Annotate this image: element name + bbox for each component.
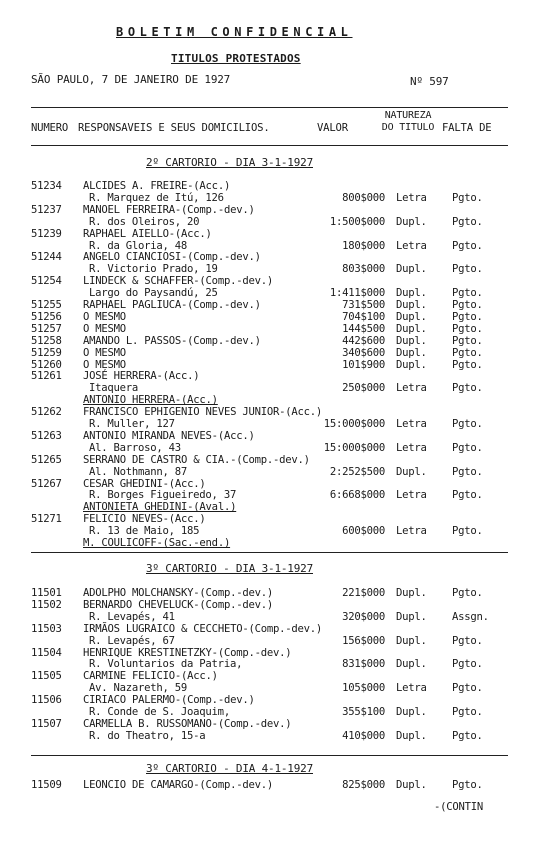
record-number: 51244: [31, 251, 62, 264]
title-value: 6:668$000: [329, 489, 385, 502]
table-row: [0, 501, 541, 513]
responsible-name: MANOEL FERREIRA-(Comp.-dev.): [83, 203, 255, 216]
responsible-name: LEONCIO DE CAMARGO-(Comp.-dev.): [83, 779, 273, 791]
protest-reason: Pgto.: [452, 322, 483, 335]
title-nature: Dupl.: [396, 334, 427, 347]
protest-reason: Pgto.: [452, 489, 483, 502]
responsible-name: ADOLPHO MOLCHANSKY-(Comp.-dev.): [83, 587, 273, 599]
responsible-name: Al. Nothmann, 87: [89, 465, 188, 478]
table-row: [0, 240, 541, 252]
responsible-name: ANTONIO HERRERA-(Acc.): [83, 394, 218, 407]
protest-reason: Pgto.: [452, 418, 483, 430]
section-divider: [31, 552, 508, 553]
title-nature: Letra: [396, 191, 427, 204]
table-row: [0, 442, 541, 454]
table-row: [0, 418, 541, 430]
title-nature: Dupl.: [396, 610, 427, 623]
record-number: 51263: [31, 429, 62, 442]
record-number: 51237: [31, 203, 62, 216]
table-row: [0, 718, 541, 730]
responsible-name: LINDECK & SCHAFFER-(Comp.-dev.): [83, 275, 273, 288]
responsible-name: R. Borges Figueiredo, 37: [89, 489, 237, 502]
title-value: 221$000: [342, 587, 385, 599]
protest-reason: Assgn.: [452, 610, 489, 623]
table-row: [0, 192, 541, 204]
column-header-falta: FALTA DE: [442, 122, 492, 134]
protest-reason: Pgto.: [452, 465, 483, 478]
document-title: BOLETIM CONFIDENCIAL: [116, 25, 353, 39]
responsible-name: ANGELO CIANCIOSI-(Comp.-dev.): [83, 251, 261, 264]
section-title: 2º CARTORIO - DIA 3-1-1927: [146, 156, 313, 169]
responsible-name: M. COULICOFF-(Sac.-end.): [83, 537, 231, 549]
responsible-name: R. Conde de S. Joaquim,: [89, 706, 230, 718]
protest-reason: -(CONTIN: [434, 800, 484, 813]
table-row: [0, 204, 541, 216]
table-row: [0, 454, 541, 466]
protest-reason: Pgto.: [452, 263, 483, 276]
responsible-name: O MESMO: [83, 346, 126, 359]
table-row: [0, 658, 541, 670]
table-row: [0, 599, 541, 611]
title-nature: Dupl.: [396, 587, 427, 599]
record-number: 11503: [31, 622, 62, 635]
title-nature: Dupl.: [396, 634, 427, 647]
title-value: 1:411$000: [329, 287, 385, 300]
record-number: 11504: [31, 646, 62, 659]
title-value: 704$100: [342, 310, 385, 323]
title-value: 600$000: [342, 525, 385, 538]
protest-reason: Pgto.: [452, 634, 483, 647]
record-number: 11509: [31, 779, 62, 791]
title-nature: Dupl.: [396, 346, 427, 359]
record-number: 11501: [31, 587, 62, 599]
protest-reason: Pgto.: [452, 525, 483, 538]
protest-reason: Pgto.: [452, 239, 483, 252]
responsible-name: Largo do Paysandú, 25: [89, 287, 218, 300]
table-row: [0, 299, 541, 311]
title-value: 144$500: [342, 322, 385, 335]
responsible-name: O MESMO: [83, 358, 126, 371]
record-number: 51234: [31, 180, 62, 192]
table-row: [0, 359, 541, 371]
responsible-name: JOSÉ HERRERA-(Acc.): [83, 370, 200, 383]
title-nature: Dupl.: [396, 706, 427, 718]
responsible-name: CARMINE FELICIO-(Acc.): [83, 670, 218, 683]
section-divider: [31, 755, 508, 756]
protest-reason: Pgto.: [452, 287, 483, 300]
table-row: [0, 228, 541, 240]
protest-reason: Pgto.: [452, 382, 483, 395]
record-number: 51257: [31, 322, 62, 335]
table-row: [0, 489, 541, 501]
title-nature: Letra: [396, 441, 427, 454]
record-number: 51259: [31, 346, 62, 359]
protest-reason: Pgto.: [452, 191, 483, 204]
table-row: [0, 791, 541, 813]
title-nature: Dupl.: [396, 779, 427, 791]
table-row: [0, 466, 541, 478]
record-number: 51260: [31, 358, 62, 371]
table-row: [0, 287, 541, 299]
table-row: [0, 635, 541, 647]
title-nature: Dupl.: [396, 358, 427, 371]
title-nature: Letra: [396, 489, 427, 502]
record-number: 51271: [31, 513, 62, 526]
title-nature: Letra: [396, 682, 427, 695]
responsible-name: AMANDO L. PASSOS-(Comp.-dev.): [83, 334, 261, 347]
table-row: [0, 382, 541, 394]
responsible-name: O MESMO: [83, 322, 126, 335]
table-row: [0, 335, 541, 347]
table-row: [0, 406, 541, 418]
table-row: [0, 275, 541, 287]
responsible-name: CESAR GHEDINI-(Acc.): [83, 477, 206, 490]
title-value: 180$000: [342, 239, 385, 252]
responsible-name: ALCIDES A. FREIRE-(Acc.): [83, 180, 231, 192]
title-value: 800$000: [342, 191, 385, 204]
title-value: 156$000: [342, 634, 385, 647]
record-number: 11505: [31, 670, 62, 683]
responsible-name: R. 13 de Maio, 185: [89, 525, 200, 538]
record-number: 51239: [31, 227, 62, 240]
title-nature: Dupl.: [396, 215, 427, 228]
responsible-name: SERRANO DE CASTRO & CIA.-(Comp.-dev.): [83, 453, 310, 466]
title-value: 15:000$000: [323, 441, 385, 454]
title-value: 731$500: [342, 299, 385, 311]
table-row: [0, 670, 541, 682]
record-number: 51255: [31, 299, 62, 311]
record-number: 51267: [31, 477, 62, 490]
responsible-name: R. do Theatro, 15-a: [89, 729, 206, 742]
title-nature: Dupl.: [396, 658, 427, 671]
responsible-name: IRMÃOS LUGRAICO & CECCHETO-(Comp.-dev.): [83, 622, 322, 635]
title-value: 355$100: [342, 706, 385, 718]
responsible-name: ANTONIO MIRANDA NEVES-(Acc.): [83, 429, 255, 442]
title-nature: Letra: [396, 418, 427, 430]
record-number: 51254: [31, 275, 62, 288]
responsible-name: R. Muller, 127: [89, 418, 175, 430]
protest-reason: Pgto.: [452, 215, 483, 228]
title-nature: Letra: [396, 525, 427, 538]
responsible-name: RAPHAEL PAGLIUCA-(Comp.-dev.): [83, 299, 261, 311]
title-value: 442$600: [342, 334, 385, 347]
table-row: [0, 180, 541, 192]
responsible-name: CARMELLA B. RUSSOMANO-(Comp.-dev.): [83, 717, 292, 730]
header-bottom-rule: [31, 145, 508, 146]
table-row: [0, 611, 541, 623]
column-header-natureza: NATUREZA DO TITULO: [381, 110, 435, 133]
title-nature: Dupl.: [396, 287, 427, 300]
record-number: 51258: [31, 334, 62, 347]
responsible-name: R. Voluntarios da Patria,: [89, 658, 243, 671]
table-row: [0, 263, 541, 275]
table-row: [0, 216, 541, 228]
title-nature: Dupl.: [396, 465, 427, 478]
record-number: 11502: [31, 598, 62, 611]
responsible-name: R. Victorio Prado, 19: [89, 263, 218, 276]
column-header-responsaveis: RESPONSAVEIS E SEUS DOMICILIOS.: [78, 122, 270, 134]
table-row: [0, 347, 541, 359]
table-row: [0, 478, 541, 490]
responsible-name: Al. Barroso, 43: [89, 441, 181, 454]
responsible-name: FRANCISCO EPHIGENIO NEVES JUNIOR-(Acc.): [83, 406, 322, 419]
responsible-name: BERNARDO CHEVELUCK-(Comp.-dev.): [83, 598, 273, 611]
title-value: 803$000: [342, 263, 385, 276]
title-nature: Dupl.: [396, 322, 427, 335]
table-row: [0, 251, 541, 263]
title-value: 825$000: [342, 779, 385, 791]
protest-reason: Pgto.: [452, 346, 483, 359]
record-number: 51265: [31, 453, 62, 466]
responsible-name: O MESMO: [83, 310, 126, 323]
title-value: 2:252$500: [329, 465, 385, 478]
protest-reason: Pgto.: [452, 658, 483, 671]
responsible-name: Itaquera: [89, 382, 139, 395]
table-row: [0, 525, 541, 537]
protest-reason: Pgto.: [452, 587, 483, 599]
responsible-name: R. Levapés, 41: [89, 610, 175, 623]
protest-reason: Pgto.: [452, 779, 483, 791]
title-value: 105$000: [342, 682, 385, 695]
table-row: [0, 370, 541, 382]
protest-reason: Pgto.: [452, 299, 483, 311]
table-row: [0, 694, 541, 706]
header-top-rule: [31, 107, 508, 108]
table-row: [0, 311, 541, 323]
responsible-name: CIRIACO PALERMO-(Comp.-dev.): [83, 694, 255, 707]
protest-reason: Pgto.: [452, 334, 483, 347]
protest-reason: Pgto.: [452, 441, 483, 454]
table-row: [0, 647, 541, 659]
protest-reason: Pgto.: [452, 358, 483, 371]
protest-reason: Pgto.: [452, 706, 483, 718]
responsible-name: R. Marquez de Itú, 126: [89, 191, 224, 204]
section-title: 3º CARTORIO - DIA 3-1-1927: [146, 562, 313, 575]
table-row: [0, 623, 541, 635]
table-row: [0, 513, 541, 525]
responsible-name: HENRIQUE KRESTINETZKY-(Comp.-dev.): [83, 646, 292, 659]
column-header-valor: VALOR: [317, 122, 348, 134]
title-value: 410$000: [342, 729, 385, 742]
title-value: 101$900: [342, 358, 385, 371]
section-title: 3º CARTORIO - DIA 4-1-1927: [146, 762, 313, 775]
title-nature: Dupl.: [396, 299, 427, 311]
document-subtitle: TITULOS PROTESTADOS: [171, 52, 301, 65]
record-number: 11507: [31, 717, 62, 730]
table-row: [0, 682, 541, 694]
bulletin-number: Nº 597: [410, 75, 449, 88]
protest-reason: Pgto.: [452, 682, 483, 695]
title-value: 831$000: [342, 658, 385, 671]
title-value: 1:500$000: [329, 215, 385, 228]
responsible-name: FELICIO NEVES-(Acc.): [83, 513, 206, 526]
title-nature: Dupl.: [396, 263, 427, 276]
column-header-numero: NUMERO: [31, 122, 69, 134]
title-nature: Dupl.: [396, 729, 427, 742]
table-row: [0, 730, 541, 742]
title-nature: Letra: [396, 239, 427, 252]
title-value: 340$600: [342, 346, 385, 359]
responsible-name: R. da Gloria, 48: [89, 239, 188, 252]
protest-reason: Pgto.: [452, 310, 483, 323]
responsible-name: R. Levapés, 67: [89, 634, 175, 647]
responsible-name: RAPHAEL AIELLO-(Acc.): [83, 227, 212, 240]
table-row: [0, 706, 541, 718]
protest-reason: Pgto.: [452, 729, 483, 742]
table-row: [0, 537, 541, 549]
record-number: 51262: [31, 406, 62, 419]
place-date: SÃO PAULO, 7 DE JANEIRO DE 1927: [31, 73, 231, 86]
title-value: 250$000: [342, 382, 385, 395]
table-row: [0, 779, 541, 791]
table-row: [0, 430, 541, 442]
table-row: [0, 323, 541, 335]
record-number: 51256: [31, 310, 62, 323]
title-value: 15:000$000: [323, 418, 385, 430]
title-nature: Letra: [396, 382, 427, 395]
responsible-name: ANTONIETA GHEDINI-(Aval.): [83, 501, 237, 514]
responsible-name: R. dos Oleiros, 20: [89, 215, 200, 228]
responsible-name: Av. Nazareth, 59: [89, 682, 188, 695]
record-number: 51261: [31, 370, 62, 383]
title-nature: Dupl.: [396, 310, 427, 323]
table-row: [0, 394, 541, 406]
record-number: 11506: [31, 694, 62, 707]
title-value: 320$000: [342, 610, 385, 623]
table-row: [0, 587, 541, 599]
